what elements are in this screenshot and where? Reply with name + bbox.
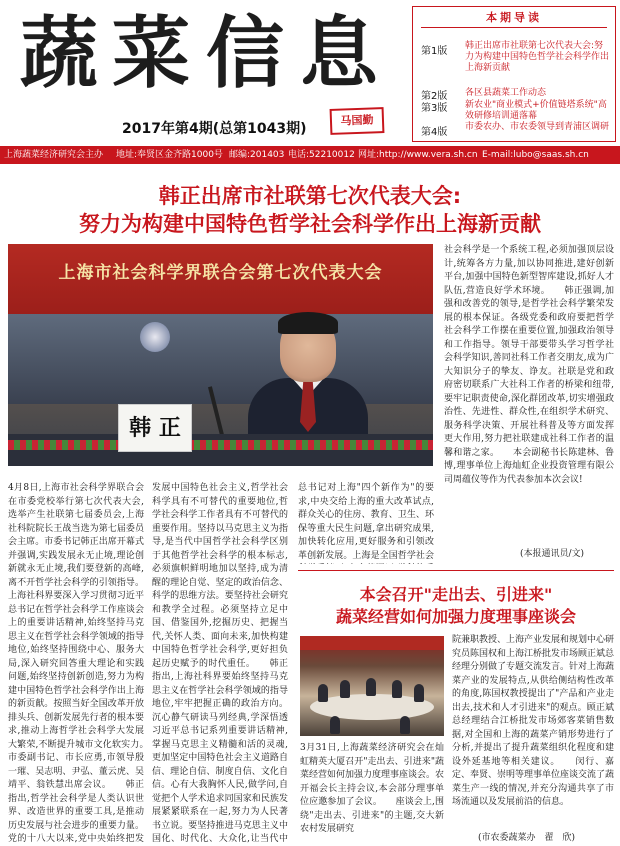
toc-page-1: 第1版 bbox=[421, 46, 448, 57]
article2-byline: (市农委蔬菜办 翟 欣) bbox=[478, 833, 576, 843]
info-address: 地址:奉贤区金齐路1000号 bbox=[116, 150, 223, 160]
calligrapher-seal: 马国勤 bbox=[330, 107, 385, 135]
info-phone: 电话:52210012 bbox=[288, 150, 355, 160]
conference-emblem-icon bbox=[140, 322, 170, 352]
speaker-nameplate: 韩 正 bbox=[118, 404, 192, 452]
podium-desk bbox=[8, 434, 433, 466]
article1-headline-line2: 努力为构建中国特色哲学社会科学作出上海新贡献 bbox=[79, 212, 541, 236]
logo-char-3: 信 bbox=[206, 8, 283, 99]
info-bar bbox=[0, 146, 620, 164]
stage-backdrop bbox=[8, 314, 433, 404]
article1-byline: (本报通讯员/文) bbox=[520, 549, 585, 559]
toc-title: 本期导读 bbox=[486, 11, 542, 24]
toc-item-4[interactable]: 市委农办、市农委领导到青浦区调研 bbox=[465, 122, 610, 132]
article1-photo bbox=[8, 244, 433, 466]
toc-item-3[interactable]: 新农业"商业模式+价值链塔系统"高效研修培训通落幕 bbox=[465, 100, 607, 121]
info-postcode: 邮编:201403 bbox=[229, 150, 285, 160]
article1-column-3: 总书记对上海"四个新作为"的要求,中央交给上海的重大改革试点,群众关心的住房、教育、卫生、环保等重大民生问题,拿出研究成果,加快转化应用,更好服务和引领改革创新发展。上海是全国哲学社会 bbox=[298, 483, 434, 561]
table-of-contents bbox=[412, 6, 616, 142]
article2-photo bbox=[300, 636, 444, 736]
article1-headline-line1: 韩正出席市社联第七次代表大会: bbox=[158, 184, 462, 208]
info-sponsor: 上海蔬菜经济研究会主办 bbox=[4, 150, 104, 160]
info-website: 网址:http://www.vera.sh.cn bbox=[358, 150, 478, 160]
article1-column-right-top: 社会科学是一个系统工程,必须加强顶层设计,统筹各方力量,加以协同推进,建好创新平台,加强中国特色新型智库建设,抓好人才队伍,营造良好学术环境。 韩正强调,加强和改善党的领导,是哲学社会科学繁荣发展的根本保证。各级党委和政府要把哲学社会科学工作摆在重要位置,加强政治领导和工作指导。领导干部要带头学习哲学社会科学知识,善同社科工作者交朋友,成为广大知识分子的挚友、诤友。社联是党和政府密切联系广大社科工作者的桥梁和纽带,要牢记职责使命,深化群团改革,切实增强政治性、先进性、群众性,在组织学术研究、服务科学决策、开展社科普及等方面发挥更大作用,努力把社联建成社科工作者的温馨和谐之家。 本会副秘书长陈建林、鲁博,理事单位上海灿虹企业投资管理有限公司周蕴仪等作为代表参加本次会议! bbox=[444, 245, 614, 485]
article2-column-right: 院兼职教授、上海产业发展和规划中心研究员陈国权和上海江桥批发市场顾正斌总经理分别做了专题交流发言。针对上海蔬菜产业的发展特点,从供给侧结构性改革的角度,陈国权教授提出了"产品和产业走出去,技术和人才引进来"的观点。顾正斌总经理结合江桥批发市场郊客菜销售数据,对全国和上海的蔬菜产销形势进行了分析,并提出了提升蔬菜组织化程度和建设外延基地等相关建议。 闵行、嘉定、奉贤、崇明等理事单位座谈交流了蔬菜生产一线的情况,并充分沟通共享了市场流通以及发展前沿的信息。 bbox=[452, 635, 614, 807]
logo-char-4: 息 bbox=[300, 8, 377, 99]
conference-banner-text: 上海市社会科学界联合会第七次代表大会 bbox=[58, 263, 383, 283]
article2-column-left: 3月31日,上海蔬菜经济研究会在灿虹精英大厦召开"走出去、引进来"蔬菜经营如何加强力度理事座谈会。农开福会长主持会议,本会部分理事单位应邀参加了会议。 座谈会上,围绕"走出去、引进来"的主题,交大新农村发展研究 bbox=[300, 743, 444, 834]
conference-banner bbox=[8, 244, 433, 314]
info-email: E-mail:lubo@saas.sh.cn bbox=[482, 150, 589, 160]
article-separator bbox=[298, 570, 614, 571]
toc-item-1[interactable]: 韩正出席市社联第七次代表大会:努力为构建中国特色哲学社会科学作出上海新贡献 bbox=[465, 41, 610, 73]
issue-number: 2017年第4期(总第1043期) bbox=[122, 121, 307, 137]
article2-headline-line1: 本会召开"走出去、引进来" bbox=[359, 585, 553, 604]
toc-divider bbox=[421, 27, 607, 28]
masthead bbox=[0, 0, 410, 146]
article2-headline-line2: 蔬菜经营如何加强力度理事座谈会 bbox=[335, 607, 576, 626]
flower-row bbox=[8, 440, 433, 450]
toc-page-3: 第3版 bbox=[421, 103, 448, 114]
article1-column-2: 发展中国特色社会主义,哲学社会科学具有不可替代的重要地位,哲学社会科学工作者具有不可替代的重要作用。坚持以马克思主义为指导,是当代中国哲学社会科学区别于其他哲学社会科学的根本标志,必须旗帜鲜明地加以坚持,成为清醒的理论自觉、坚定的政治信念、科学的思维方法。要坚持社会研究和教学全过程。必须坚持立足中国、借鉴国外,挖掘历史、把握当代,关怀人类、面向未来,加快构建中国特色哲学社会科学,更好担负起历史赋予的时代重任。 韩正指出,上海社科界要始终坚持马克思主义在哲学社会科学领域的指导地位,牢牢把握正确的政治方向。沉心静气研读马列经典,学深悟透习近平总书记系列重要讲话精神,掌握马克思主义精髓和活的灵魂,更加坚定中国特色社会主义道路自信、理论自信、制度自信、文化自信。心有大我胸怀人民,做学问,自觉把个人学术追求同国家和民族发展紧紧联系在一起,努力为人民著书立说。要坚持推进马克思主义中国化、时代化、大众化,让当代中 bbox=[152, 483, 288, 844]
logo-char-2: 菜 bbox=[112, 8, 189, 99]
toc-page-4: 第4版 bbox=[421, 127, 448, 138]
article1-column-1: 4月8日,上海市社会科学界联合会在市委党校举行第七次代表大会,选举产生社联第七届委员会,上海社科院院长王战当选为第七届委员会主席。市委书记韩正出席开幕式并强调,实践发展永无止境,理论创新就永无止境,我们要登新的高峰,离不开哲学社会科学的引领指导。上海社科界要深入学习贯彻习近平总书记在哲学社会科学工作座谈会上的重要讲话精神,始终坚持马克思主义在哲学社会科学领域的指导地位,始终坚持围绕中心、服务大局,深入研究回答重大理论和实践问题,始终坚持创新创造,努力为构建中国特色哲学社会科学作出上海的新贡献。按照当好全国改革开放排头兵、创新发展先行者的根本要求,推动上海哲学社会科学大发展大繁荣,不断提升城市文化软实力。 市委副书记、市长应勇,市领导殷一璀、吴志明、尹弘、董云虎、吴靖平、翁铁慧出席会议。 韩正指出,哲学社会科学是人类认识世界、改造世界的重要工具,是推动历史发展与社会进步的重要力量。党的十八大以来,党中央始终把发 bbox=[8, 483, 144, 844]
toc-page-2: 第2版 bbox=[421, 91, 448, 102]
toc-item-2[interactable]: 各区县蔬菜工作动态 bbox=[465, 88, 547, 98]
logo-char-1: 蔬 bbox=[20, 8, 97, 99]
